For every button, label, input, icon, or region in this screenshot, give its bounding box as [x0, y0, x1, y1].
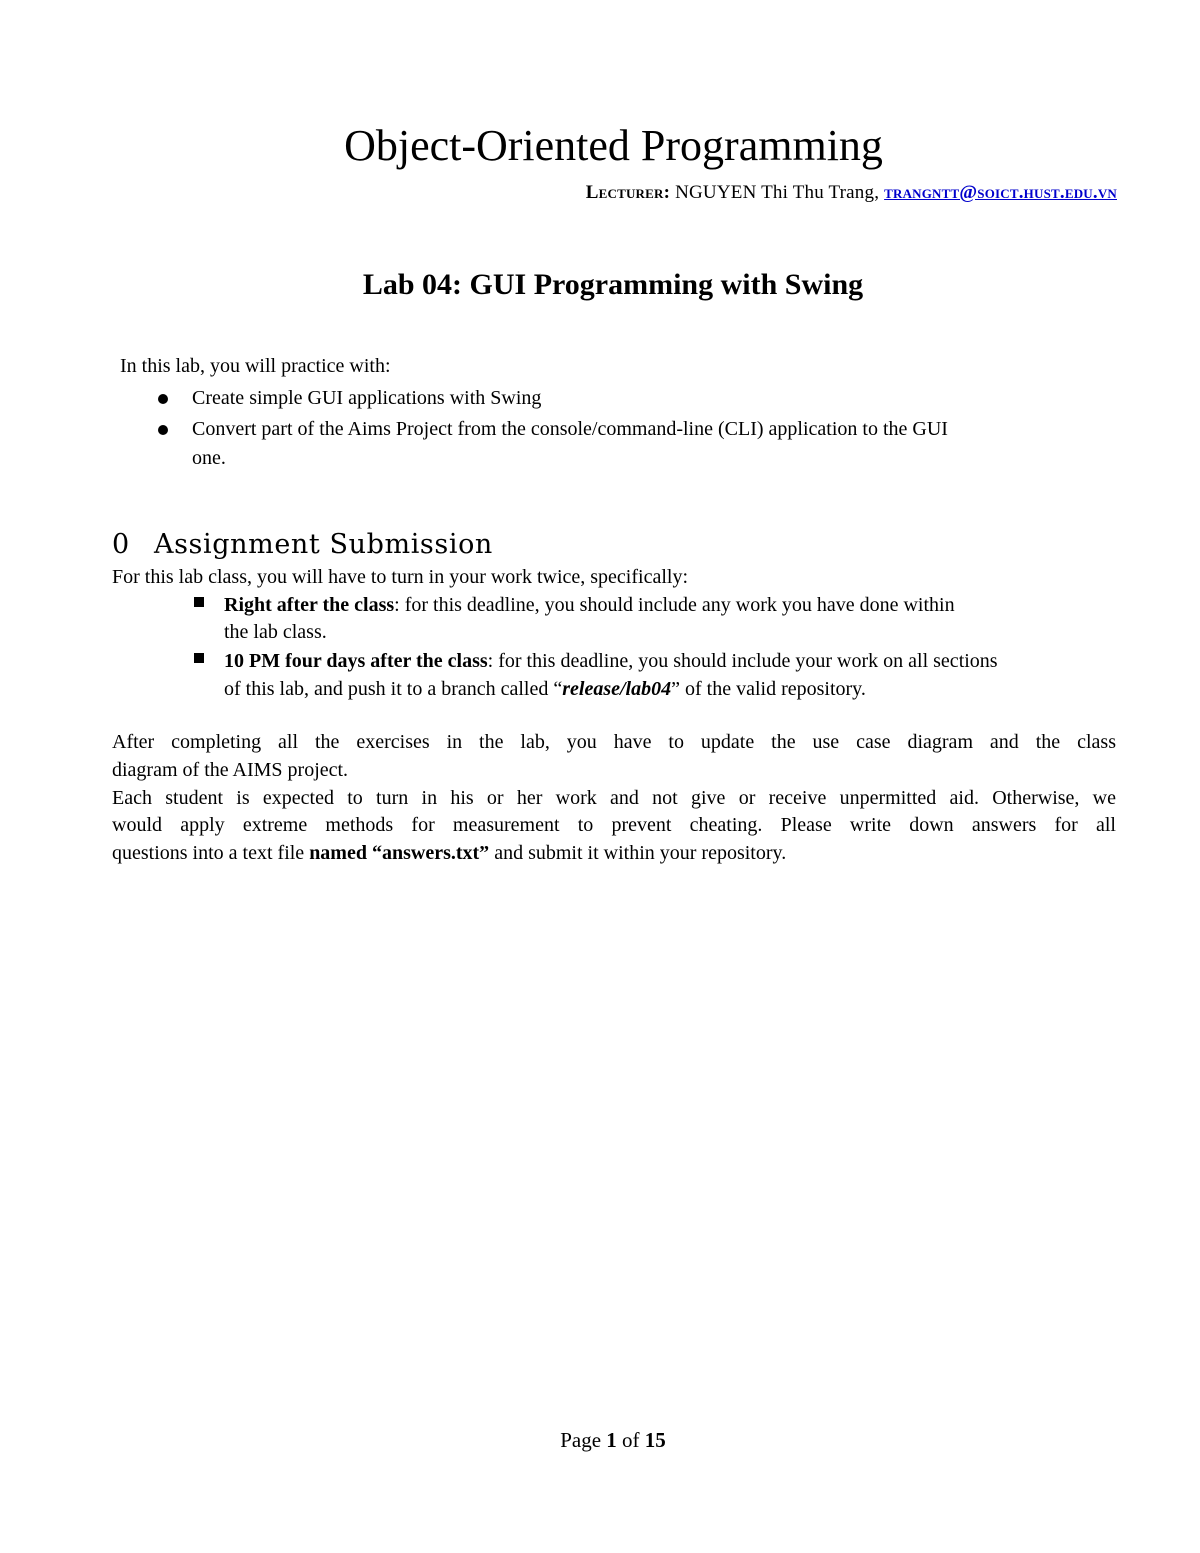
submission-text: : for this deadline, you should include your work on all sections [487, 650, 998, 672]
page-label: Page [560, 1428, 602, 1452]
submission-text: : for this deadline, you should include any work you have done within [394, 594, 955, 616]
section-number: 0 [112, 529, 130, 560]
submission-bullet-line [224, 647, 998, 675]
paragraph-text: questions into a text file [112, 842, 310, 864]
page-total: 15 [644, 1428, 666, 1452]
branch-name: release/lab04 [562, 678, 672, 700]
submission-text: ” of the valid repository. [671, 678, 866, 700]
paragraph-line: After completing all the exercises in the lab, you have to update the use case diagram and the class [112, 731, 1116, 753]
lecturer-email-link[interactable]: trangntt@soict.hust.edu.vn [884, 182, 1117, 203]
lecturer-line [586, 182, 1117, 204]
page-footer [0, 1428, 1200, 1453]
paragraph-text: and submit it within your repository. [489, 842, 787, 864]
paragraph-line [112, 839, 786, 867]
section-title: Assignment Submission [154, 529, 493, 560]
course-title: Object-Oriented Programming [344, 121, 883, 170]
submission-bullet-line [224, 675, 866, 703]
lab-title: Lab 04: GUI Programming with Swing [362, 268, 864, 301]
paragraph-line: Each student is expected to turn in his or her work and not give or receive unpermitted aid. Otherwise, we [112, 787, 1116, 809]
answers-file-name: named “answers.txt” [309, 842, 490, 864]
submission-bullet-line: the lab class. [224, 621, 327, 643]
section-lead: For this lab class, you will have to turn in your work twice, specifically: [112, 566, 688, 588]
page-of: of [622, 1428, 640, 1452]
submission-bullet-line [224, 591, 955, 619]
lecturer-label: Lecturer: [585, 182, 671, 203]
bullet-dot-icon [158, 425, 168, 435]
intro-item: Create simple GUI applications with Swing [192, 387, 542, 409]
lecturer-name: NGUYEN Thi Thu Trang, [675, 182, 880, 203]
section-heading [112, 528, 493, 562]
bullet-square-icon [194, 597, 204, 607]
intro-item-continuation: one. [192, 447, 226, 469]
page-current: 1 [606, 1428, 617, 1452]
submission-text: of this lab, and push it to a branch called “ [224, 678, 563, 700]
submission-deadline-1: Right after the class [224, 594, 395, 616]
intro-item: Convert part of the Aims Project from the console/command-line (CLI) application to the GUI [192, 418, 948, 440]
bullet-square-icon [194, 653, 204, 663]
bullet-dot-icon [158, 394, 168, 404]
submission-deadline-2: 10 PM four days after the class [224, 650, 488, 672]
intro-lead: In this lab, you will practice with: [120, 355, 391, 377]
paragraph-line: would apply extreme methods for measurement to prevent cheating. Please write down answers for all [112, 814, 1116, 836]
paragraph-line: diagram of the AIMS project. [112, 759, 349, 781]
